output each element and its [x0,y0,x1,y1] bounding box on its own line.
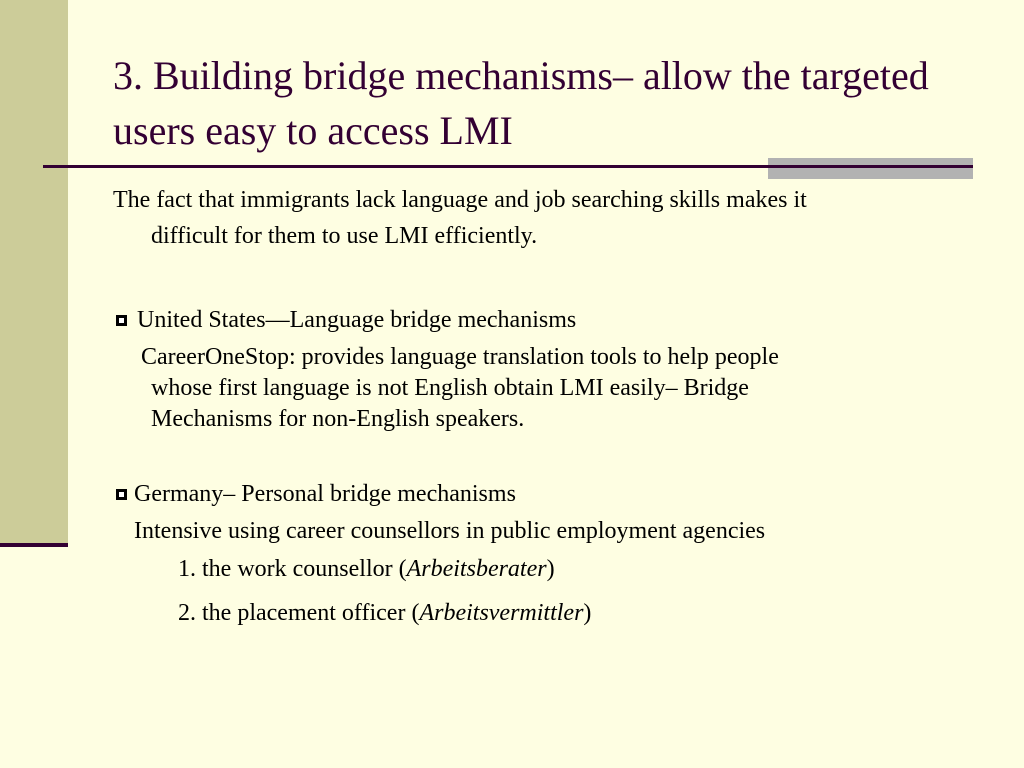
us-line-3: Mechanisms for non-English speakers. [151,406,525,432]
item-1-term: Arbeitsberater [406,556,547,582]
title-accent-box [768,158,973,179]
intro-line-1: The fact that immigrants lack language and job searching skills makes it [113,187,807,213]
us-heading-text: United States—Language bridge mechanisms [137,307,577,333]
germany-heading [116,479,516,509]
item-2-term: Arbeitsvermittler [419,600,584,626]
us-heading [116,305,576,335]
germany-item-1 [178,554,555,584]
bullet-icon [116,489,127,500]
item-2-suffix: ) [583,600,592,626]
intro-line-2: difficult for them to use LMI efficiently. [151,223,538,249]
left-accent-bar [0,0,68,545]
germany-item-2 [178,598,591,628]
item-1-suffix: ) [546,556,555,582]
title-divider [43,165,973,168]
germany-line-1: Intensive using career counsellors in public employment agencies [134,518,766,544]
us-line-2: whose first language is not English obtain LMI easily– Bridge [151,375,749,401]
item-2-prefix: 2. the placement officer ( [178,600,420,626]
bullet-icon [116,315,127,326]
germany-heading-text: Germany– Personal bridge mechanisms [134,481,516,507]
us-line-1: CareerOneStop: provides language translation tools to help people [141,344,779,370]
left-accent-line [0,543,68,547]
item-1-prefix: 1. the work counsellor ( [178,556,407,582]
slide-title: 3. Building bridge mechanisms– allow the targeted users easy to access LMI [113,53,929,153]
